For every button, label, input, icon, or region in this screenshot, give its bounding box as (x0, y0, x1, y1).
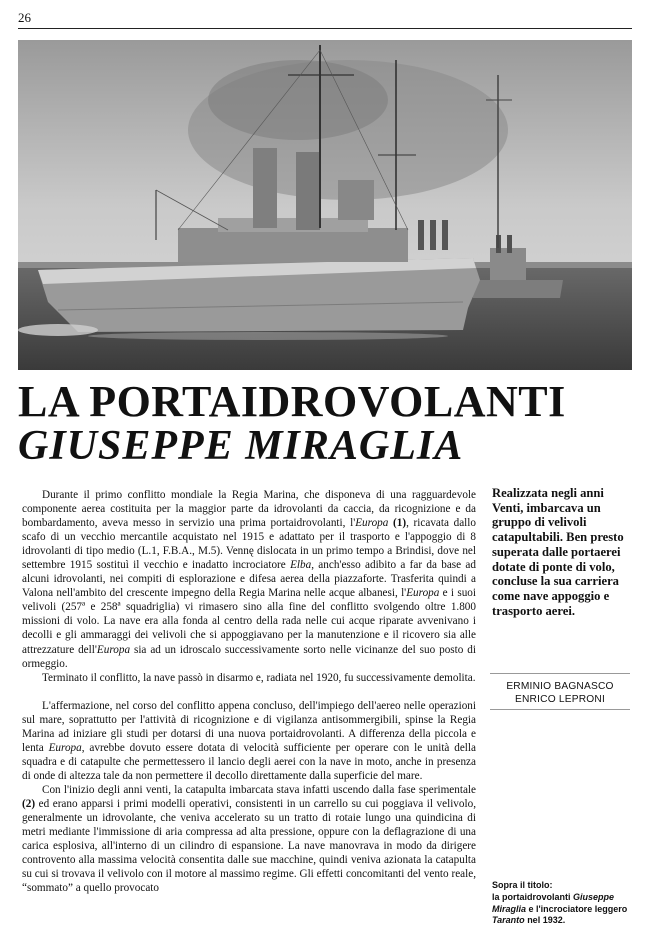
paragraph: Terminato il conflitto, la nave passò in disarmo e, radiata nel 1920, fu successivamente demolita. (42, 671, 476, 684)
title-ship-name: GIUSEPPE MIRAGLIA (18, 423, 464, 469)
paragraph: Con l'inizio degli anni venti, la catapulta imbarcata stava infatti uscendo dalla fase sperimentale (2) ed erano apparsi i primi modelli operativi, consistenti in un carrello su cui poggiava il velivolo, generalmente un idrovolante, che veniva accelerato su un tratto di rotaie lungo una quindicina di metri mediante l'immissione di aria compressa ad alta pressione, oppure con la deflagrazione di una carica esplosiva, all'interno di un cilindro di espansione. La nave manovrava in modo da dirigere controvento alla massima velocità consentita dalle sue macchine, quindi veniva azionata la catapulta su cui si trovava il velivolo con il motore al massimo regime. Gli effetti concomitanti del vento reale, “sommato” a quello provocato (22, 783, 476, 895)
photo-caption: Sopra il titolo: la portaidrovolanti Giuseppe Miraglia e l'incrociatore leggero Taranto nel 1932. (492, 880, 628, 926)
author-name: ERMINIO BAGNASCO (506, 681, 614, 692)
sidebar-lead: Realizzata negli anni Venti, imbarcava un gruppo di velivoli catapultabili. Ben presto superata dalle portaerei dotate di ponte di volo, concluse la sua carriera come nave appoggio e trasporto aerei. (492, 486, 624, 618)
paragraph: L'affermazione, nel corso del conflitto appena concluso, dell'impiego dell'aereo nelle operazioni sul mare, soprattutto per l'attività di ricognizione e di vigilanza antisommergibili, spinse la Regia Marina ad iniziare gli studi per dotarsi di una nuova portaidrovolanti. A differenza della piccola e lenta Europa, avrebbe dovuto essere dotata di velocità sufficiente per operare con le unità della squadra e di catapulte che permettessero il lancio degli aerei con la nave in moto, anche in presenza di onde di altezza tale da non permettere il decollo direttamente dalla superficie del mare. (22, 699, 476, 782)
sidebar-rule-top (490, 673, 630, 674)
page-number: 26 (18, 10, 31, 25)
ship-photo (18, 40, 632, 370)
article-body (22, 488, 476, 895)
author-name: ENRICO LEPRONI (515, 694, 605, 705)
sidebar-rule-bottom (490, 709, 630, 710)
header-rule (18, 28, 632, 29)
authors (490, 680, 630, 706)
title-main: LA PORTAIDROVOLANTI (18, 377, 566, 426)
paragraph: Durante il primo conflitto mondiale la Regia Marina, che disponeva di una ragguardevole componente aerea costituita per la maggior parte da idrovolanti da caccia, da ricognizione e da bombardamento, aveva messo in servizio una prima portaidrovolanti, l'Europa (1), ricavata dallo scafo di un vecchio mercantile acquistato nel 1915 e adattato per il trasporto e l'appoggio di 8 idrovolanti di tipo medio (L.1, F.B.A., M.5). Vennę dislocata in un primo tempo a Brindisi, dove nel settembre 1915 sostituì il vecchio e inadatto incrociatore Elba, anch'esso adibito a far da base ad alcuni idrovolanti, nei compiti di esplorazione e difesa aerea della piazzaforte. Trasferita quindi a Valona nell'ambito del crescente impegno della Regia Marina nelle acque albanesi, l'Europa e i suoi velivoli (257ª e 258ª squadriglia) vi rimasero sino alla fine del conflitto svolgendo oltre 1.800 missioni di volo. La nave era alla fonda al centro della rada nelle cui acque riparate avvenivano i decolli e gli ammaraggi dei velivoli che si appoggiavano per la manutenzione e il ricovero sia alle attrezzature dell'Europa sia ad un idroscalo successivamente sorto nelle vicinanze del suo posto di ormeggio. (22, 489, 476, 670)
